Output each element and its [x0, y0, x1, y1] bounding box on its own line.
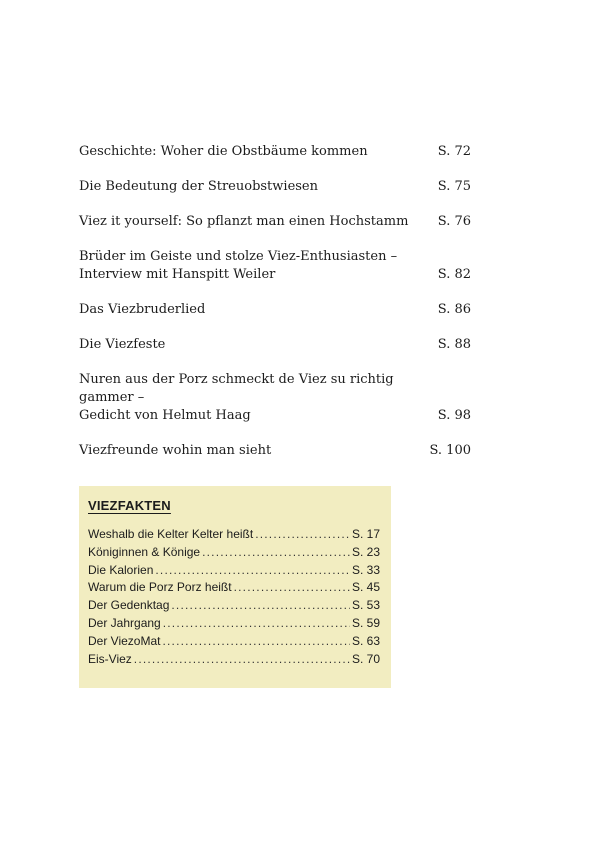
leader-dots — [255, 526, 350, 544]
fact-item[interactable] — [88, 597, 383, 615]
fact-item-page: S. 45 — [352, 580, 381, 595]
toc-entry[interactable] — [79, 336, 471, 354]
fact-item-label: Königinnen & Könige — [88, 544, 201, 559]
toc-entry-title-line: Das Viezbruderlied — [79, 302, 206, 317]
toc-entry-title-line: Gedicht von Helmut Haag — [79, 408, 251, 423]
fact-item-label: Die Kalorien — [88, 562, 154, 577]
fact-item-page: S. 59 — [352, 615, 381, 630]
leader-dots — [234, 579, 350, 597]
toc-entry-title — [79, 213, 438, 231]
leader-dots — [171, 597, 350, 615]
leader-dots — [155, 562, 350, 580]
toc-entry[interactable] — [79, 143, 471, 161]
toc-entry-page: S. 82 — [437, 267, 471, 282]
toc-entry-title-line: Geschichte: Woher die Obstbäume kommen — [79, 144, 368, 159]
toc-entry-title — [79, 442, 429, 460]
fact-item-page: S. 23 — [352, 544, 381, 559]
fact-item[interactable] — [88, 651, 383, 669]
fact-item[interactable] — [88, 544, 383, 562]
toc-entry-title — [79, 178, 438, 196]
toc-entry[interactable] — [79, 178, 471, 196]
fact-item[interactable] — [88, 526, 383, 544]
toc-entry-page: S. 88 — [437, 337, 471, 352]
toc-entry-page: S. 86 — [437, 302, 471, 317]
factbox-heading: VIEZFAKTEN — [88, 498, 171, 513]
fact-item-page: S. 53 — [352, 598, 381, 613]
toc-entry-title-line: Nuren aus der Porz schmeckt de Viez su richtig gammer – — [79, 372, 394, 405]
fact-item-label: Der Jahrgang — [88, 615, 161, 630]
toc-entry-page: S. 100 — [429, 443, 471, 458]
fact-item[interactable] — [88, 579, 383, 597]
toc-entry-title — [79, 371, 438, 425]
toc-entry-title-line: Interview mit Hanspitt Weiler — [79, 267, 276, 282]
toc-entry[interactable] — [79, 248, 471, 284]
fact-item-label: Der ViezoMat — [88, 633, 161, 648]
fact-item-label: Warum die Porz Porz heißt — [88, 580, 232, 595]
fact-item[interactable] — [88, 562, 383, 580]
fact-item-page: S. 33 — [352, 562, 381, 577]
viezfakten-box — [79, 486, 391, 688]
leader-dots — [134, 651, 350, 669]
toc-entry-title-line: Viez it yourself: So pflanzt man einen Hochstamm — [79, 214, 409, 229]
fact-item-page: S. 70 — [352, 651, 381, 666]
toc-entry[interactable] — [79, 213, 471, 231]
toc-entry-title — [79, 336, 438, 354]
toc-entry-title — [79, 301, 438, 319]
fact-item-label: Weshalb die Kelter Kelter heißt — [88, 527, 254, 541]
leader-dots — [162, 633, 350, 651]
toc-entry-title-line: Viezfreunde wohin man sieht — [79, 443, 272, 458]
toc-entry[interactable] — [79, 371, 471, 425]
fact-item[interactable] — [88, 633, 383, 651]
fact-item-page: S. 17 — [352, 527, 381, 541]
toc-entry-page: S. 75 — [437, 179, 471, 194]
toc-entry-page: S. 76 — [437, 214, 471, 229]
toc-entry-page: S. 98 — [437, 408, 471, 423]
toc-entry-title — [79, 143, 438, 161]
toc-entry-title-line: Die Viezfeste — [79, 337, 166, 352]
toc-entry-title — [79, 248, 438, 284]
toc-entry[interactable] — [79, 442, 471, 460]
leader-dots — [163, 615, 350, 633]
toc-entry-page: S. 72 — [437, 144, 471, 159]
toc-entry-title-line: Die Bedeutung der Streuobstwiesen — [79, 179, 318, 194]
leader-dots — [202, 544, 350, 562]
toc-entry[interactable] — [79, 301, 471, 319]
toc-entry-title-line: Brüder im Geiste und stolze Viez-Enthusiasten – — [79, 249, 398, 264]
fact-item-label: Eis-Viez — [88, 651, 132, 666]
fact-item-label: Der Gedenktag — [88, 598, 170, 613]
table-of-contents — [79, 143, 471, 477]
fact-item-page: S. 63 — [352, 633, 381, 648]
fact-item[interactable] — [88, 615, 383, 633]
